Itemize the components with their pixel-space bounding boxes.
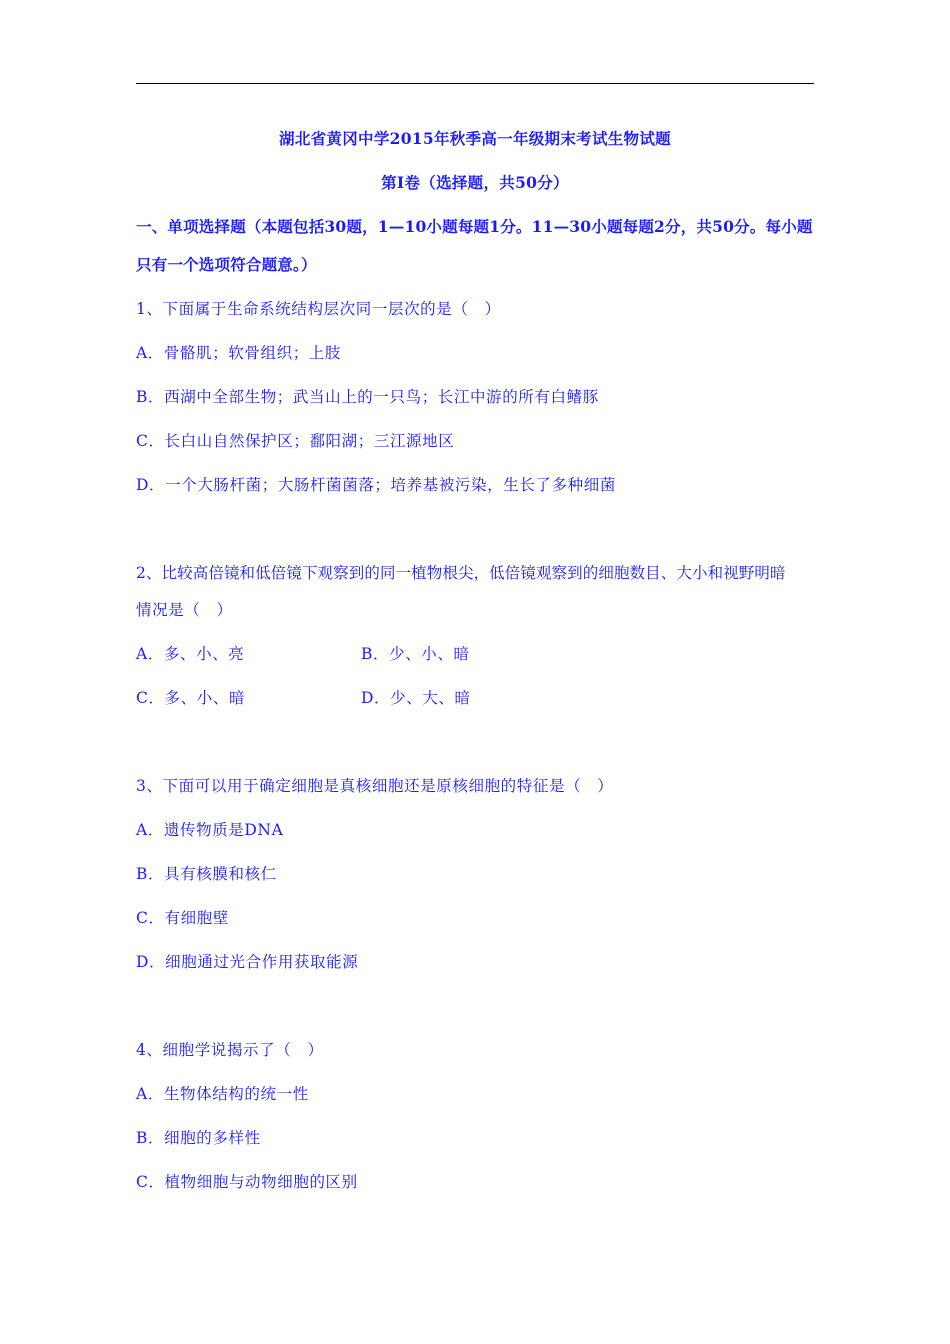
- question-2-option-b: B．少、小、暗: [361, 645, 470, 663]
- question-1-option-a: A．骨骼肌；软骨组织；上肢: [136, 344, 341, 362]
- question-4-stem: 4、细胞学说揭示了（ ）: [136, 1041, 324, 1059]
- question-1-option-d: D．一个大肠杆菌；大肠杆菌菌落；培养基被污染，生长了多种细菌: [136, 476, 616, 494]
- question-1-stem: 1、下面属于生命系统结构层次同一层次的是（ ）: [136, 300, 501, 318]
- section-title: 第Ⅰ卷（选择题，共50分）: [381, 173, 569, 192]
- question-3-option-a: A．遗传物质是DNA: [136, 821, 284, 839]
- question-2-stem-line-1: 2、比较高倍镜和低倍镜下观察到的同一植物根尖，低倍镜观察到的细胞数目、大小和视野明暗: [136, 564, 786, 582]
- question-2-option-c: C．多、小、暗: [136, 689, 246, 707]
- question-4-option-b: B．细胞的多样性: [136, 1129, 261, 1147]
- question-3-option-d: D．细胞通过光合作用获取能源: [136, 953, 359, 971]
- question-1-option-c: C．长白山自然保护区；鄱阳湖；三江源地区: [136, 432, 455, 450]
- question-3-stem: 3、下面可以用于确定细胞是真核细胞还是原核细胞的特征是（ ）: [136, 777, 614, 795]
- question-2-stem-line-2: 情况是（ ）: [136, 601, 233, 619]
- question-2-option-a: A．多、小、亮: [136, 645, 245, 663]
- question-1-option-b: B．西湖中全部生物；武当山上的一只鸟；长江中游的所有白鳍豚: [136, 388, 599, 406]
- question-4-option-c: C．植物细胞与动物细胞的区别: [136, 1173, 358, 1191]
- question-3-option-c: C．有细胞壁: [136, 909, 229, 927]
- question-4-option-a: A．生物体结构的统一性: [136, 1085, 309, 1103]
- question-3-option-b: B．具有核膜和核仁: [136, 865, 277, 883]
- instructions-line-1: 一、单项选择题（本题包括30题，1—10小题每题1分。11—30小题每题2分，共50分。每小题: [136, 217, 813, 236]
- instructions-line-2: 只有一个选项符合题意。）: [136, 255, 317, 274]
- header-rule: [136, 83, 814, 84]
- exam-title: 湖北省黄冈中学2015年秋季高一年级期末考试生物试题: [279, 129, 671, 148]
- question-2-option-d: D．少、大、暗: [361, 689, 471, 707]
